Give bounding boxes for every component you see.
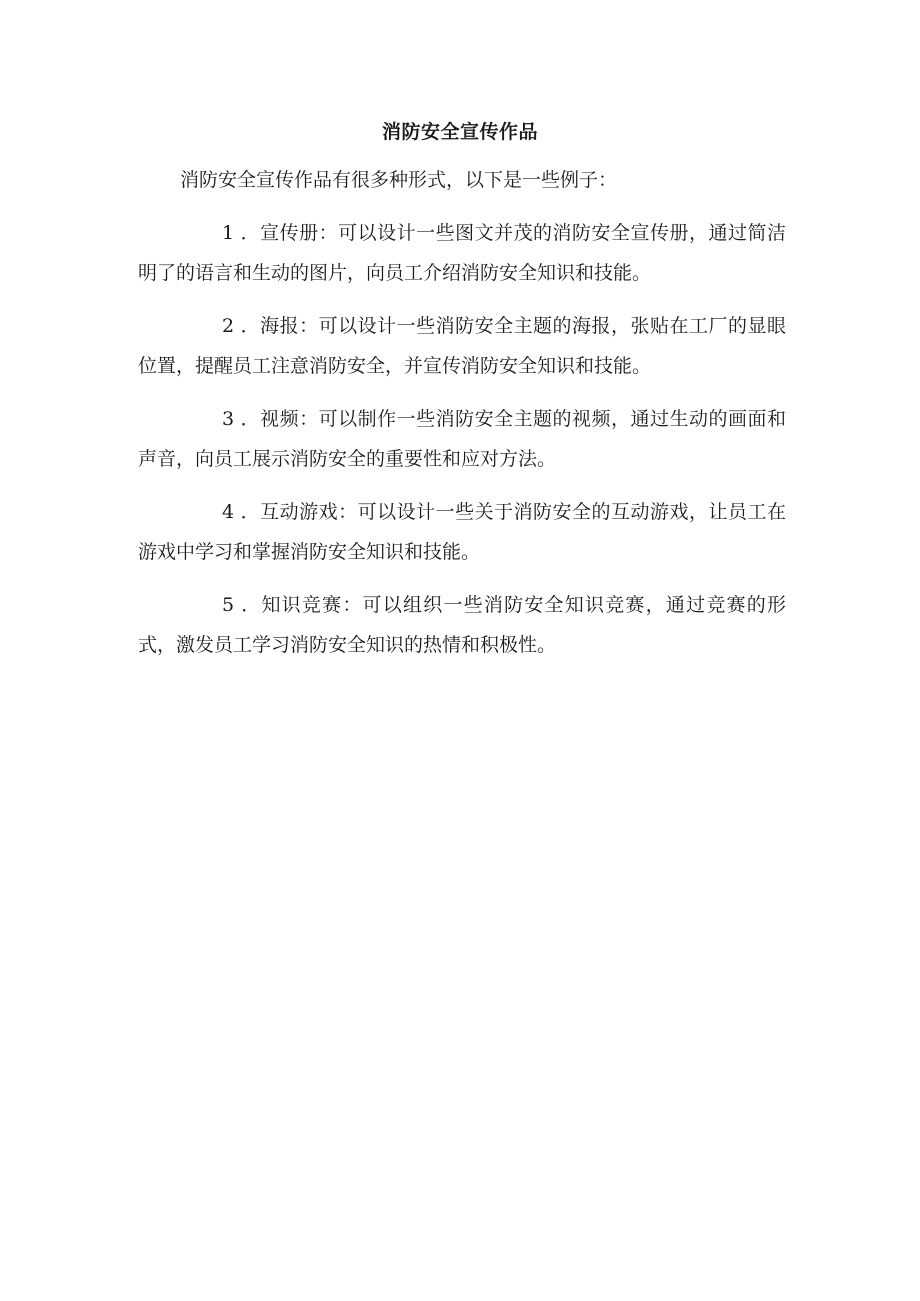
item-text: ．知识竞赛：可以组织一些消防安全知识竞赛，通过竞赛的形式，激发员工学习消防安全知识的热情和积极性。 [138, 594, 786, 656]
item-number: 5 [222, 594, 235, 616]
item-number: 2 [222, 315, 235, 337]
item-number: 3 [222, 408, 235, 430]
list-item [138, 213, 786, 293]
list-item [138, 585, 786, 665]
document-title: 消防安全宣传作品 [381, 121, 538, 143]
item-number: 1 [222, 222, 235, 244]
item-text: ．宣传册：可以设计一些图文并茂的消防安全宣传册，通过简洁明了的语言和生动的图片，向员工介绍消防安全知识和技能。 [138, 222, 786, 284]
list-item [138, 492, 786, 572]
list-item [138, 306, 786, 386]
item-text: ．海报：可以设计一些消防安全主题的海报，张贴在工厂的显眼位置，提醒员工注意消防安全，并宣传消防安全知识和技能。 [138, 315, 786, 377]
document-body [138, 160, 786, 678]
intro-paragraph: 消防安全宣传作品有很多种形式，以下是一些例子： [180, 169, 618, 191]
item-text: ．视频：可以制作一些消防安全主题的视频，通过生动的画面和声音，向员工展示消防安全的重要性和应对方法。 [138, 408, 786, 470]
list-item [138, 399, 786, 479]
item-text: ．互动游戏：可以设计一些关于消防安全的互动游戏，让员工在游戏中学习和掌握消防安全知识和技能。 [138, 501, 786, 563]
item-number: 4 [222, 501, 235, 523]
